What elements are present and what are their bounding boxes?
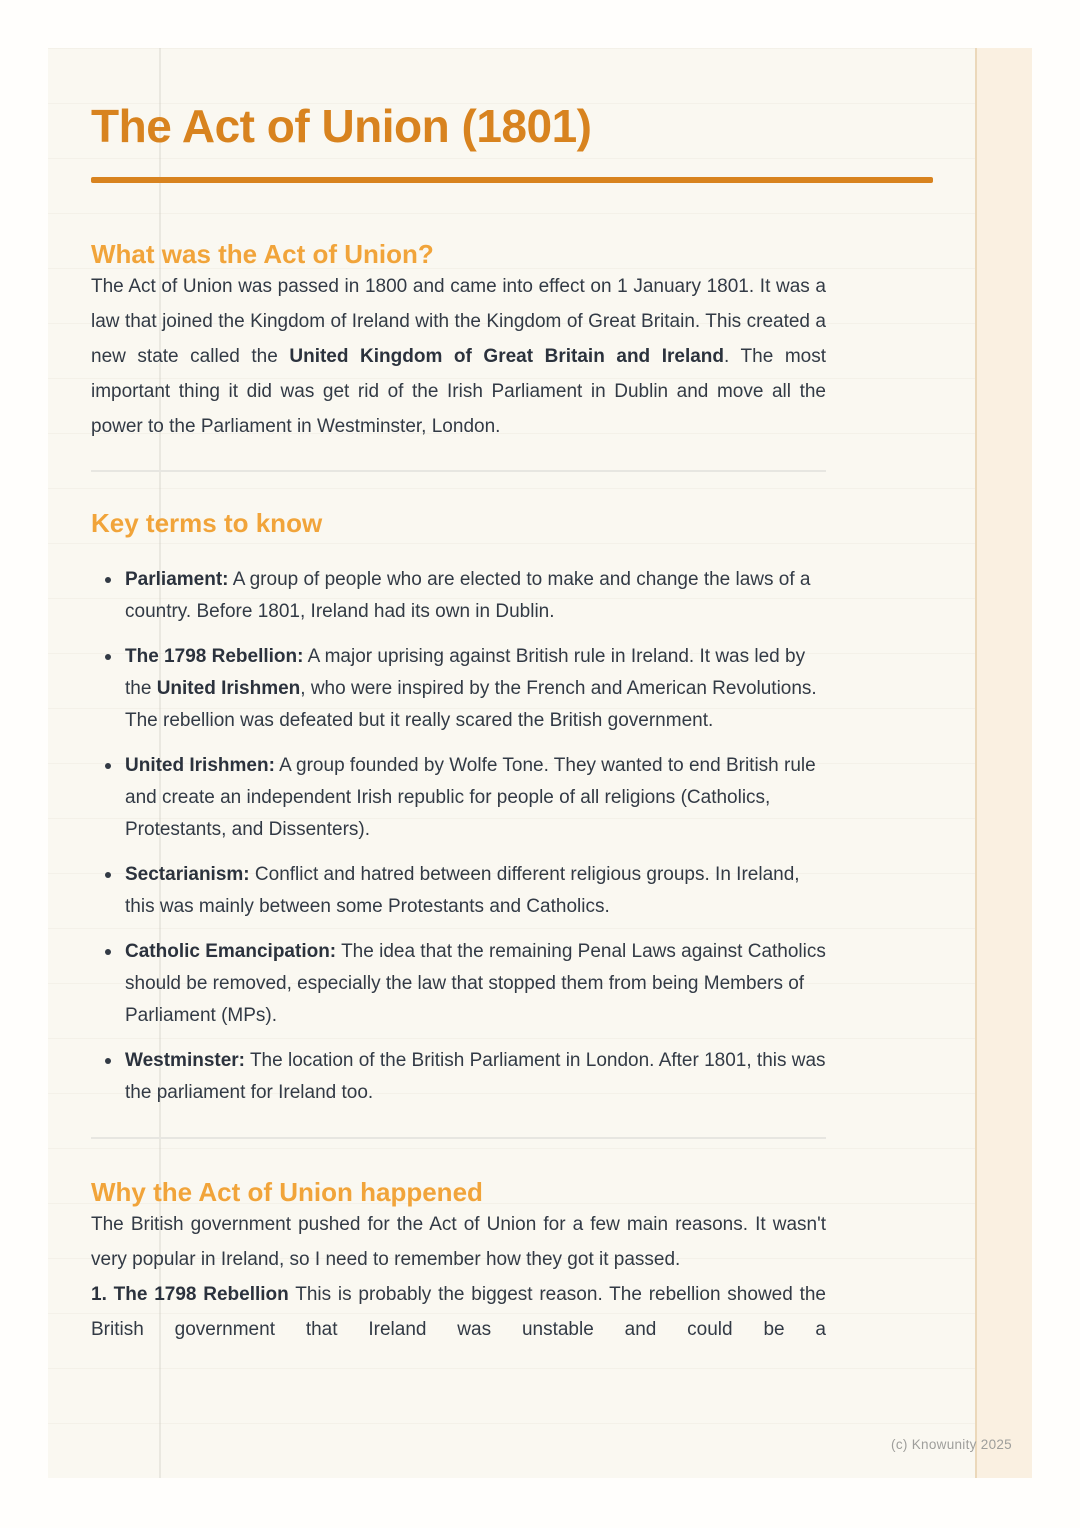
key-term-item-sectarianism bbox=[91, 859, 826, 923]
paragraph-what bbox=[91, 269, 826, 444]
bold-text-run: United Kingdom of Great Britain and Ireland bbox=[289, 346, 725, 367]
section-heading-key-terms: Key terms to know bbox=[91, 508, 323, 538]
key-term-definition: The idea that the remaining Penal Laws against Catholics should be removed, especially the law that stopped them from being Members of Parliament (MPs). bbox=[125, 941, 826, 1026]
text-run: The Act of Union was passed in 1800 and came into effect on 1 January 1801. It was a law that joined the Kingdom of Ireland with the Kingdom of Great Britain. This created a new state called the bbox=[91, 276, 826, 367]
key-term-item-united-irishmen bbox=[91, 750, 826, 846]
section-divider bbox=[91, 1137, 826, 1139]
key-term-item-westminster bbox=[91, 1045, 826, 1109]
key-term-definition: Conflict and hatred between different religious groups. In Ireland, this was mainly between some Protestants and Catholics. bbox=[125, 864, 800, 917]
key-term-item-parliament bbox=[91, 564, 826, 628]
paragraph-why-intro: The British government pushed for the Act of Union for a few main reasons. It wasn't very popular in Ireland, so I need to remember how they got it passed. bbox=[91, 1214, 826, 1270]
page-title: The Act of Union (1801) bbox=[91, 100, 592, 152]
key-term-label: United Irishmen: bbox=[125, 755, 275, 776]
key-term-definition: The location of the British Parliament in London. After 1801, this was the parliament for Ireland too. bbox=[125, 1050, 826, 1103]
title-underline-rule bbox=[91, 177, 933, 183]
key-term-label: Parliament: bbox=[125, 569, 229, 590]
key-term-label: Westminster: bbox=[125, 1050, 246, 1071]
key-terms-list bbox=[91, 564, 826, 1109]
key-term-label: Catholic Emancipation: bbox=[125, 941, 337, 962]
bold-text-run: United Irishmen bbox=[156, 678, 301, 699]
key-term-definition: A major uprising against British rule in Ireland. It was led by the bbox=[125, 646, 806, 699]
document-content bbox=[48, 48, 933, 1347]
key-term-label: Sectarianism: bbox=[125, 864, 250, 885]
document-sheet bbox=[48, 48, 1032, 1478]
page-edge-strip bbox=[975, 48, 1032, 1478]
bold-text-run: 1. The 1798 Rebellion bbox=[91, 1284, 289, 1305]
key-term-definition: A group founded by Wolfe Tone. They wanted to end British rule and create an independent Irish republic for people of all religions (Catholics, Protestants, and Dissenters). bbox=[125, 755, 816, 840]
key-term-item-catholic-emancipation bbox=[91, 936, 826, 1032]
key-term-item-1798-rebellion bbox=[91, 641, 826, 737]
key-term-definition: A group of people who are elected to make and change the laws of a country. Before 1801, Ireland had its own in Dublin. bbox=[125, 569, 811, 622]
key-term-label: The 1798 Rebellion: bbox=[125, 646, 304, 667]
section-heading-what: What was the Act of Union? bbox=[91, 239, 434, 269]
text-run: . The most important thing it did was get rid of the Irish Parliament in Dublin and move all the power to the Parliament in Westminster, London. bbox=[91, 346, 826, 437]
text-run: This is probably the biggest reason. The rebellion showed the British government that Ireland was unstable and could be a bbox=[91, 1284, 826, 1340]
section-heading-why: Why the Act of Union happened bbox=[91, 1177, 483, 1207]
key-term-definition: , who were inspired by the French and American Revolutions. The rebellion was defeated but it really scared the British government. bbox=[125, 678, 817, 731]
section-divider bbox=[91, 470, 826, 472]
watermark: (c) Knowunity 2025 bbox=[891, 1437, 1012, 1452]
paragraph-why-reason-1 bbox=[91, 1277, 826, 1347]
